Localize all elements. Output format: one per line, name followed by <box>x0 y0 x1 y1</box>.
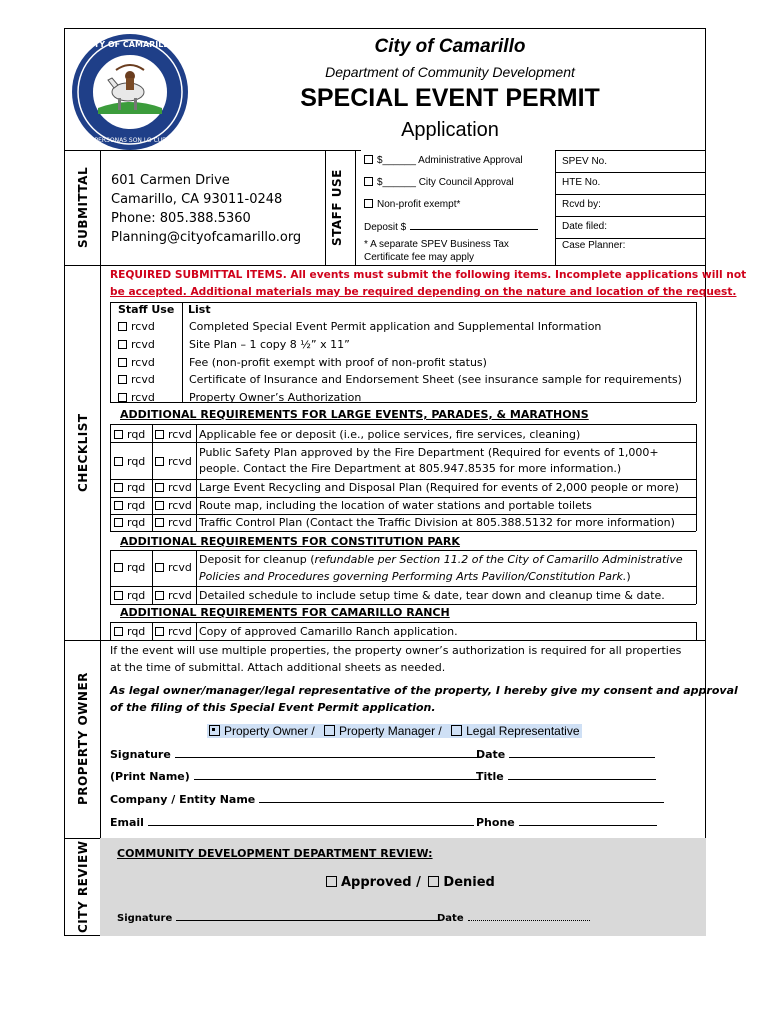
date-field[interactable]: Date <box>476 748 655 761</box>
constitution-row-2-rcvd[interactable]: rcvd <box>155 589 192 602</box>
checkbox-icon[interactable] <box>364 155 373 164</box>
role-property-manager[interactable]: Property Manager / <box>324 724 442 738</box>
label-property-owner: PROPERTY OWNER <box>76 672 90 806</box>
submittal-bottom <box>64 265 706 266</box>
admin-approval-option[interactable]: $______ Administrative Approval <box>364 155 523 166</box>
signature-field[interactable]: Signature <box>110 748 481 761</box>
required-item-4[interactable]: rcvd <box>118 373 155 386</box>
page-title: SPECIAL EVENT PERMIT <box>300 84 600 112</box>
side-column-divider <box>100 150 101 936</box>
role-legal-representative[interactable]: Legal Representative <box>451 724 579 738</box>
required-item-3[interactable]: rcvd <box>118 356 155 369</box>
checkbox-icon[interactable] <box>155 591 164 600</box>
tax-note-1: * A separate SPEV Business Tax <box>364 239 509 250</box>
checkbox-icon[interactable] <box>114 518 123 527</box>
checklist-bottom <box>64 640 706 641</box>
ranch-row-rcvd[interactable]: rcvd <box>155 625 192 638</box>
required-item-2[interactable]: rcvd <box>118 338 155 351</box>
checkbox-icon[interactable] <box>114 430 123 439</box>
large-row-2-rqd[interactable]: rqd <box>114 455 145 468</box>
constitution-row-2-text: Detailed schedule to include setup time & date, tear down and cleanup time & date. <box>199 589 665 602</box>
title-field[interactable]: Title <box>476 770 656 783</box>
address-line2: Camarillo, CA 93011-0248 <box>111 192 283 207</box>
checkbox-icon[interactable] <box>118 340 127 349</box>
label-city-review: CITY REVIEW <box>76 840 90 934</box>
col-list: List <box>188 303 211 316</box>
large-row-5-text: Traffic Control Plan (Contact the Traffic Division at 805.388.5132 for more information) <box>199 516 675 529</box>
checkbox-icon[interactable] <box>155 457 164 466</box>
company-field[interactable]: Company / Entity Name <box>110 793 664 806</box>
checkbox-icon[interactable] <box>118 358 127 367</box>
constitution-row-1-rqd[interactable]: rqd <box>114 561 145 574</box>
checkbox-icon[interactable] <box>428 876 439 887</box>
phone-field[interactable]: Phone <box>476 816 657 829</box>
required-item-1[interactable]: rcvd <box>118 320 155 333</box>
checkbox-icon[interactable] <box>114 563 123 572</box>
label-submittal: SUBMITTAL <box>76 166 90 249</box>
approved-option[interactable]: Approved / <box>326 875 421 890</box>
checkbox-icon[interactable] <box>364 199 373 208</box>
email-field[interactable]: Email <box>110 816 474 829</box>
city-name: City of Camarillo <box>374 36 526 57</box>
large-row-5-rcvd[interactable]: rcvd <box>155 516 192 529</box>
large-row-4-rqd[interactable]: rqd <box>114 499 145 512</box>
label-staff-use: STAFF USE <box>330 169 344 246</box>
department-name: Department of Community Development <box>325 64 575 80</box>
checked-checkbox-icon[interactable] <box>209 725 220 736</box>
staff-row-2 <box>555 194 706 195</box>
review-signature-field[interactable]: Signature <box>117 913 441 924</box>
address-email[interactable]: Planning@cityofcamarillo.org <box>111 230 302 245</box>
page-subtitle: Application <box>401 119 499 141</box>
required-item-4-text: Certificate of Insurance and Endorsement Sheet (see insurance sample for requirements) <box>189 373 682 386</box>
required-notice-1: REQUIRED SUBMITTAL ITEMS. All events must submit the following items. Incomplete applications will not <box>110 269 747 281</box>
checkbox-icon[interactable] <box>114 591 123 600</box>
large-events-heading: ADDITIONAL REQUIREMENTS FOR LARGE EVENTS, PARADES, & MARATHONS <box>120 408 589 421</box>
required-item-3-text: Fee (non-profit exempt with proof of non-profit status) <box>189 356 487 369</box>
staff-right-border <box>555 150 556 265</box>
large-row-5-rqd[interactable]: rqd <box>114 516 145 529</box>
nonprofit-option[interactable]: Non-profit exempt* <box>364 199 460 210</box>
checkbox-icon[interactable] <box>118 322 127 331</box>
required-items-table <box>110 302 696 403</box>
tax-note-2: Certificate fee may apply <box>364 252 475 263</box>
checkbox-icon[interactable] <box>155 501 164 510</box>
deposit-line <box>410 229 538 230</box>
large-row-4-text: Route map, including the location of water stations and portable toilets <box>199 499 592 512</box>
checkbox-icon[interactable] <box>364 177 373 186</box>
ranch-row-rqd[interactable]: rqd <box>114 625 145 638</box>
case-planner-field[interactable]: Case Planner: <box>562 240 626 251</box>
spev-no-field[interactable]: SPEV No. <box>562 156 608 167</box>
checkbox-icon[interactable] <box>118 393 127 402</box>
header-divider <box>64 150 361 151</box>
constitution-heading: ADDITIONAL REQUIREMENTS FOR CONSTITUTION PARK <box>120 535 460 548</box>
owner-consent-1: As legal owner/manager/legal representative of the property, I hereby give my consent and approval <box>110 684 738 697</box>
large-row-2-text-b: people. Contact the Fire Department at 805.947.8535 for more information.) <box>199 462 622 475</box>
staff-label-border <box>355 150 356 265</box>
large-row-2-text-a: Public Safety Plan approved by the Fire Department (Required for events of 1,000+ <box>199 446 659 459</box>
checkbox-icon[interactable] <box>324 725 335 736</box>
large-row-3-text: Large Event Recycling and Disposal Plan (Required for events of 2,000 people or more) <box>199 481 679 494</box>
checkbox-icon[interactable] <box>114 457 123 466</box>
address-line1: 601 Carmen Drive <box>111 173 230 188</box>
staff-row-1 <box>555 172 706 173</box>
required-item-5[interactable]: rcvd <box>118 391 155 404</box>
large-row-3-rcvd[interactable]: rcvd <box>155 481 192 494</box>
svg-text:LAS PERSONAS SON LO CUENTO: LAS PERSONAS SON LO CUENTO <box>81 137 179 144</box>
role-property-owner[interactable]: Property Owner / <box>209 724 315 738</box>
council-approval-option[interactable]: $______ City Council Approval <box>364 177 514 188</box>
label-checklist: CHECKLIST <box>76 413 90 492</box>
review-decision <box>326 875 495 890</box>
large-row-1-rqd[interactable]: rqd <box>114 428 145 441</box>
required-item-1-text: Completed Special Event Permit application and Supplemental Information <box>189 320 602 333</box>
large-row-2-rcvd[interactable]: rcvd <box>155 455 192 468</box>
large-row-1-text: Applicable fee or deposit (i.e., police services, fire services, cleaning) <box>199 428 581 441</box>
large-row-3-rqd[interactable]: rqd <box>114 481 145 494</box>
staff-row-4 <box>555 238 706 239</box>
checkbox-icon[interactable] <box>155 518 164 527</box>
ranch-heading: ADDITIONAL REQUIREMENTS FOR CAMARILLO RANCH <box>120 606 450 619</box>
required-notice-2: be accepted. Additional materials may be required depending on the nature and location of the request. <box>110 286 737 298</box>
checkbox-icon[interactable] <box>155 563 164 572</box>
checkbox-icon[interactable] <box>451 725 462 736</box>
rcvd-by-field[interactable]: Rcvd by: <box>562 199 601 210</box>
required-item-5-text: Property Owner’s Authorization <box>189 391 362 404</box>
deposit-field[interactable]: Deposit $ <box>364 222 538 233</box>
staff-row-3 <box>555 216 706 217</box>
hte-no-field[interactable]: HTE No. <box>562 177 601 188</box>
required-item-2-text: Site Plan – 1 copy 8 ½” x 11” <box>189 338 350 351</box>
large-row-1-rcvd[interactable]: rcvd <box>155 428 192 441</box>
checkbox-icon[interactable] <box>326 876 337 887</box>
large-row-4-rcvd[interactable]: rcvd <box>155 499 192 512</box>
owner-consent-2: of the filing of this Special Event Permit application. <box>110 701 436 714</box>
checkbox-icon[interactable] <box>114 501 123 510</box>
constitution-row-1-text-b: Policies and Procedures governing Performing Arts Pavilion/Constitution Park.) <box>199 570 631 583</box>
checkbox-icon[interactable] <box>118 375 127 384</box>
svg-text:CITY OF CAMARILLO: CITY OF CAMARILLO <box>85 40 175 49</box>
checkbox-icon[interactable] <box>155 483 164 492</box>
constitution-row-1-rcvd[interactable]: rcvd <box>155 561 192 574</box>
checkbox-icon[interactable] <box>114 483 123 492</box>
denied-option[interactable]: Denied <box>428 875 494 890</box>
owner-paragraph-1: If the event will use multiple properties, the property owner’s authorization is required for all properties <box>110 644 682 657</box>
ranch-row-text: Copy of approved Camarillo Ranch application. <box>199 625 458 638</box>
review-heading: COMMUNITY DEVELOPMENT DEPARTMENT REVIEW: <box>117 847 433 860</box>
constitution-row-1-text-a: Deposit for cleanup (refundable per Section 11.2 of the City of Camarillo Administrative <box>199 553 683 566</box>
col-staff-use: Staff Use <box>118 303 175 316</box>
checkbox-icon[interactable] <box>114 627 123 636</box>
address-phone: Phone: 805.388.5360 <box>111 211 251 226</box>
owner-paragraph-2: at the time of submittal. Attach additional sheets as needed. <box>110 661 446 674</box>
checkbox-icon[interactable] <box>155 430 164 439</box>
constitution-row-2-rqd[interactable]: rqd <box>114 589 145 602</box>
staff-left-border <box>325 150 326 265</box>
review-date-field[interactable]: Date <box>437 913 590 924</box>
checkbox-icon[interactable] <box>155 627 164 636</box>
print-name-field[interactable]: (Print Name) <box>110 770 481 783</box>
date-filed-field[interactable]: Date filed: <box>562 221 608 232</box>
staff-divider <box>555 150 706 151</box>
role-options <box>207 724 582 738</box>
